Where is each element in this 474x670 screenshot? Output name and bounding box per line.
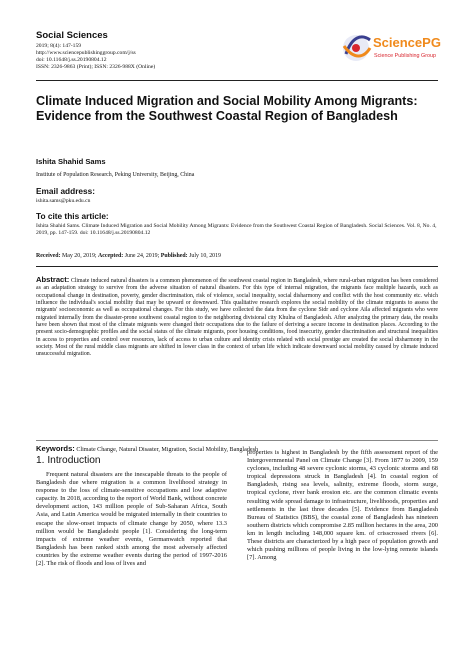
keywords-label: Keywords: [36, 444, 75, 453]
abstract [36, 276, 438, 359]
cite-heading: To cite this article: [36, 211, 109, 221]
body-column-left [36, 471, 227, 568]
published-label: Published: [160, 253, 188, 259]
author-name: Ishita Shahid Sams [36, 157, 106, 166]
email-heading: Email address: [36, 186, 96, 196]
body-column-right [247, 449, 438, 562]
article-title: Climate Induced Migration and Social Mobility Among Migrants: Evidence from the Southwest Coastal Region of Bangladesh [36, 94, 418, 123]
issue-line: 2019; 8(4): 147-159 [36, 43, 82, 49]
received-date: May 20, 2019; [62, 253, 97, 259]
received-label: Received: [36, 253, 61, 259]
issn-line: ISSN: 2326-9863 (Print); ISSN: 2326-988X (Online) [36, 64, 156, 70]
accepted-label: Accepted: [98, 253, 124, 259]
logo-tagline: Science Publishing Group [374, 53, 437, 59]
section-heading-introduction: 1. Introduction [36, 455, 101, 466]
publication-dates [36, 253, 221, 259]
cite-text: Ishita Shahid Sams. Climate Induced Migration and Social Mobility Among Migrants: Evidence from the Southwest Coastal Region of Bangladesh. Social Sciences. Vol. 8, No. 4, 2019, pp. 147-159. doi: 10.11648/j.ss.20190804.12 [36, 223, 437, 237]
header-divider [36, 80, 438, 81]
keywords-divider [36, 440, 438, 441]
email-value[interactable]: ishita.sams@pku.edu.cn [36, 198, 91, 204]
intro-paragraph-left: Frequent natural disasters are the inescapable threats to the people of Bangladesh due where migration is a common livelihood strategy in response to the loss of climate-sensitive occupations and low adaptive capacity. In 2018, according to the report of World Bank, without concrete development action, 143 million people of Sub-Saharan Africa, South Asia, and Latin America would be migrated internally in their countries to escape the slow-onset impacts of climate change by 2050, where 13.3 million would be Bangladeshi people [1]. Considering the long-term impacts of extreme weather events, Germanwatch reported that Bangladesh has been ranked sixth among the most adversely affected countries by the extreme weather events during the period of 1997-2016 [2]. The risk of floods and loss of lives and [36, 471, 227, 568]
accepted-date: June 24, 2019; [124, 253, 160, 259]
published-date: July 10, 2019 [189, 253, 222, 259]
abstract-top-divider [36, 266, 438, 267]
abstract-label: Abstract: [36, 275, 70, 284]
journal-url[interactable]: http://www.sciencepublishinggroup.com/j/ss [36, 50, 136, 56]
logo-wordmark: SciencePG [373, 35, 441, 50]
doi-line: doi: 10.11648/j.ss.20190804.12 [36, 57, 107, 63]
intro-paragraph-right: properties is highest in Bangladesh by the fifth assessment report of the Intergovernmental Panel on Climate Change [3]. From 1877 to 2009, 159 cyclones, including 48 severe cyclonic storms, 43 cyclonic storms and 68 tropical depressions struck in Bangladesh [4]. In coastal region of Bangladesh, rising sea levels, salinity, extreme floods, storm surge, tropical cyclone, river bank erosion etc. are the common climatic events resulting wide spread damage to infrastructure, livelihoods, properties and settlements in the last three decades [5]. Evidence from Bangladesh Bureau of Statistics (BBS), the coastal zone of Bangladesh has nineteen southern districts which compromise 2.85 million hectares in the area, 200 km in length including 148,000 square km. of crisscrossed rivers [6]. These districts are characterized by a high pace of population growth and which pushing millions of people living in the low-lying remote islands [7]. Among [247, 449, 438, 562]
abstract-text: Climate induced natural disasters is a common phenomenon of the southwest coastal region in Bangladesh, where rural-urban migration has been considered as an adaptation strategy to survive from the adverse situation of natural disasters. For this type of internal migration, the migrants face multiple hazards, such as occupational change in destination, poverty, gender discrimination, risk of violence, social inequality, social disharmony and conflict with the host community etc. which influence the individual's social mobility that may be upward or downward. This qualitative research explores the social mobility of the climate migrants to assess the migrants' socioeconomic as well as occupational changes. For this study, we have collected the data from the cyclone Sidr and cyclone Aila affected migrants who were migrated internally from the disaster-prone southwest coastal region to the neighboring divisional city Khulna of Bangladesh. After analyzing the primary data, the results have been shown that most of the climate migrants were changed their occupations due to the failure of deriving a secure income in destination places. According to the present socio-demographic profiles and the social status of the climate migrants, poor housing conditions, food insecurity, gender discrimination and structural inequalities in access to properties and control over resources, lack of access to urban culture and identity crisis related with social prestige are created the social disharmony in the society. Most of the rural middle class migrants are shifted in lower class in the context of urban life which indicate downward social mobility caused by climate induced unsuccessful migration. [36, 278, 438, 358]
author-affiliation: Institute of Population Research, Peking University, Beijing, China [36, 172, 195, 178]
publisher-logo [340, 30, 440, 70]
journal-name: Social Sciences [36, 30, 108, 41]
keywords-text: Climate Change, Natural Disaster, Migration, Social Mobility, Bangladesh [76, 447, 258, 453]
